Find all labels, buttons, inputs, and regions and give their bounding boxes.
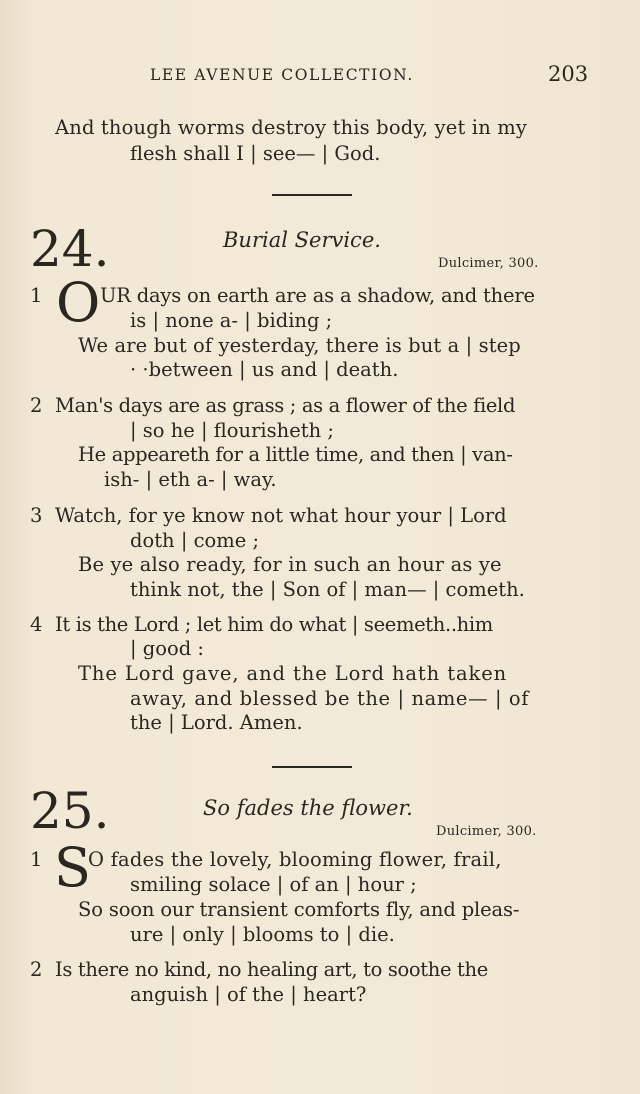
verse-number: 1 xyxy=(30,284,43,307)
verse-line: away, and blessed be the | name— | of xyxy=(130,687,530,710)
verse-number: 2 xyxy=(30,394,43,417)
verse-line: is | none a- | biding ; xyxy=(130,309,333,332)
verse-line: | good : xyxy=(130,637,204,660)
verse-line: anguish | of the | heart? xyxy=(130,983,367,1006)
verse-line: He appeareth for a little time, and then | van- xyxy=(78,443,513,466)
hymn-title: Burial Service. xyxy=(223,228,381,252)
verse-line: So soon our transient comforts fly, and pleas- xyxy=(78,898,520,921)
drop-cap: S xyxy=(54,836,91,899)
tune-name: Dulcimer, 300. xyxy=(438,256,539,271)
section-divider xyxy=(272,766,352,768)
page-number: 203 xyxy=(548,62,589,86)
hymn-title: So fades the flower. xyxy=(203,796,413,820)
verse-line: It is the Lord ; let him do what | seemeth..him xyxy=(55,613,493,636)
verse-number: 1 xyxy=(30,848,43,871)
hymn-number: 24. xyxy=(30,220,110,278)
section-divider xyxy=(272,194,352,196)
verse-line: The Lord gave, and the Lord hath taken xyxy=(78,662,508,685)
drop-cap: O xyxy=(56,271,101,334)
verse-line: O fades the lovely, blooming flower, frail, xyxy=(88,848,502,871)
verse-line: UR days on earth are as a shadow, and there xyxy=(100,284,535,307)
verse-line: Is there no kind, no healing art, to soothe the xyxy=(55,958,488,981)
verse-line: Be ye also ready, for in such an hour as ye xyxy=(78,553,502,576)
running-title: LEE AVENUE COLLECTION. xyxy=(150,66,414,84)
verse-line: | so he | flourisheth ; xyxy=(130,419,334,442)
verse-line: ish- | eth a- | way. xyxy=(104,468,277,491)
verse-line: Man's days are as grass ; as a flower of the field xyxy=(55,394,516,417)
tune-name: Dulcimer, 300. xyxy=(436,824,537,839)
verse-line: smiling solace | of an | hour ; xyxy=(130,873,417,896)
verse-line: · ·between | us and | death. xyxy=(130,358,399,381)
verse-line: ure | only | blooms to | die. xyxy=(130,923,395,946)
verse-line: We are but of yesterday, there is but a | step xyxy=(78,334,521,357)
verse-line: the | Lord. Amen. xyxy=(130,711,303,734)
verse-number: 3 xyxy=(30,504,43,527)
continuation-line: flesh shall I | see— | God. xyxy=(130,142,381,165)
verse-line: doth | come ; xyxy=(130,529,260,552)
verse-line: think not, the | Son of | man— | cometh. xyxy=(130,578,525,601)
verse-line: Watch, for ye know not what hour your | Lord xyxy=(55,504,507,527)
verse-number: 4 xyxy=(30,613,43,636)
continuation-line: And though worms destroy this body, yet in my xyxy=(55,116,528,139)
verse-number: 2 xyxy=(30,958,43,981)
hymn-number: 25. xyxy=(30,782,110,840)
